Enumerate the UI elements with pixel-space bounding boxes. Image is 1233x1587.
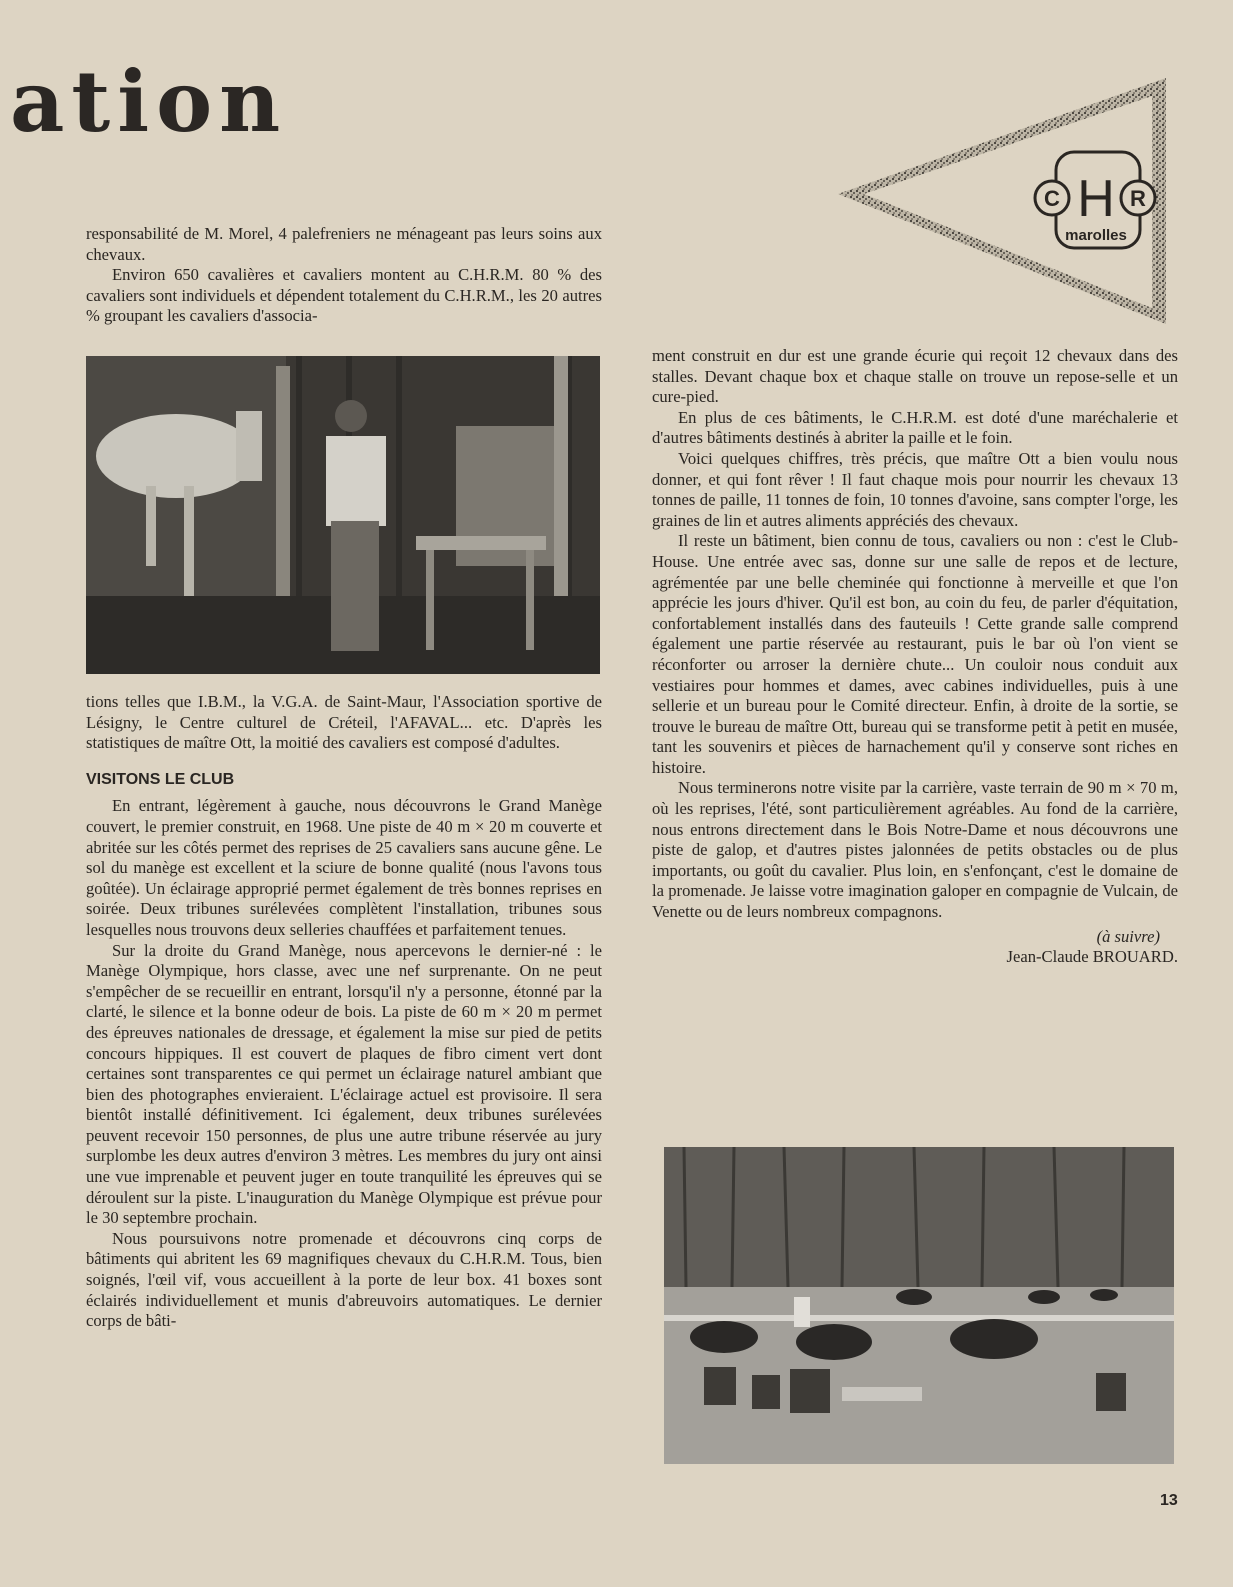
- paragraph: Voici quelques chiffres, très précis, que maître Ott a bien voulu nous donner, et qui font rêver ! Il faut chaque mois pour nourrir les chevaux 13 tonnes de paille, 11 tonnes de foin, 10 tonnes d'avoine, sans compter l'orge, les graines de lin et autres aliments appréciés des chevaux.: [652, 448, 1178, 530]
- paragraph: En plus de ces bâtiments, le C.H.R.M. est doté d'une maréchalerie et d'autres bâtiments destinés à abriter la paille et le foin.: [652, 407, 1178, 448]
- chrm-pennant-logo: [838, 76, 1178, 328]
- logo-letter-r: R: [1130, 186, 1146, 211]
- paragraph: tions telles que I.B.M., la V.G.A. de Saint-Maur, l'Association sportive de Lésigny, le Centre culturel de Créteil, l'AFAVAL... etc. D'après les statistiques de maître Ott, la moitié des cavaliers est composé d'adultes.: [86, 692, 602, 753]
- author-name: Jean-Claude BROUARD.: [1006, 947, 1178, 967]
- paragraph: Environ 650 cavalières et cavaliers montent au C.H.R.M. 80 % des cavaliers sont individuels et dépendent totalement du C.H.R.M., les 20 autres % groupant les cavaliers d'associa-: [86, 265, 602, 326]
- blacksmith-horse-photo: [86, 356, 600, 674]
- to-be-continued: (à suivre): [1096, 926, 1160, 946]
- riders-arena-photo: [664, 1147, 1174, 1464]
- logo-letter-c: C: [1044, 186, 1060, 211]
- headline-fragment: ation: [10, 52, 288, 151]
- paragraph: Sur la droite du Grand Manège, nous apercevons le dernier-né : le Manège Olympique, hors classe, avec une nef surprenante. On ne peut s'empêcher de se recueillir en entrant, lorsqu'il n'y a personne, étonné par la clarté, le silence et la bonne odeur de bois. La piste de 60 m × 20 m permet des épreuves nationales de dressage, et également la mise sur pied de petits concours hippiques. Il est couvert de plaques de fibro ciment vert dont certaines sont transparentes ce qui permet un éclairage naturel ambiant que bien des photographes envieraient. L'éclairage actuel est provisoire. Il sera bientôt installé définitivement. Ici également, deux tribunes surélevées peuvent recevoir 150 personnes, de plus une autre tribune réservée au jury surplombe les deux autres d'environ 3 mètres. Les membres du jury ont ainsi une vue imprenable et peuvent juger en toute tranquilité les épreuves qui se déroulent sur la piste. L'inauguration du Manège Olympique est prévue pour le 30 septembre prochain.: [86, 940, 602, 1228]
- left-column-bottom: [86, 692, 602, 1332]
- paragraph: ment construit en dur est une grande écurie qui reçoit 12 chevaux dans des stalles. Devant chaque box et chaque stalle on trouve un repose-selle et un cure-pied.: [652, 346, 1178, 407]
- paragraph: responsabilité de M. Morel, 4 palefreniers ne ménageant pas leurs soins aux chevaux.: [86, 224, 602, 264]
- page-number: 13: [1160, 1492, 1178, 1509]
- logo-letter-h: H: [1077, 170, 1115, 228]
- paragraph: Il reste un bâtiment, bien connu de tous, cavaliers ou non : c'est le Club-House. Une entrée avec sas, donne sur une salle de repos et de lecture, agrémentée par une belle cheminée qui fonctionne à merveille et que l'on apprécie les jours d'hiver. Qu'il est bon, au coin du feu, de parler d'équitation, confortablement installés dans des fauteuils ! Cette grande salle comprend également une partie réservée au restaurant, puis le bar où l'on vient se réconforter ou arroser la dernière chute... Un couloir nous conduit aux vestiaires pour hommes et dames, avec cabines individuelles, puis à une sellerie et un bureau pour le Comité directeur. Enfin, à droite de la sortie, se trouve le bureau de maître Ott, bureau qui se transforme petit à petit en musée, tant les souvenirs et pièces de harnachement qu'il y conserve sont riches en histoire.: [652, 531, 1178, 777]
- logo-place-name: marolles: [1065, 227, 1127, 244]
- article-signoff: [652, 927, 1178, 968]
- paragraph: Nous poursuivons notre promenade et découvrons cinq corps de bâtiments qui abritent les 69 magnifiques chevaux du C.H.R.M. Tous, bien soignés, l'œil vif, vous accueillent à la porte de leur box. 41 boxes sont éclairés individuellement et munis d'abreuvoirs automatiques. Le dernier corps de bâti-: [86, 1228, 602, 1331]
- left-column-top: [86, 224, 602, 327]
- paragraph: Nous terminerons notre visite par la carrière, vaste terrain de 90 m × 70 m, où les reprises, l'été, sont particulièrement agréables. Au fond de la carrière, nous entrons directement dans le Bois Notre-Dame et nous découvrons une piste de galop, et d'autres pistes jalonnées de petits obstacles ou de plus importants, ou goût du cavalier. Plus loin, en s'enfonçant, c'est le domaine de la promenade. Je laisse votre imagination galoper en compagnie de Vulcain, de Venette ou de leurs nombreux compagnons.: [652, 778, 1178, 922]
- section-title: VISITONS LE CLUB: [86, 770, 235, 788]
- paragraph: En entrant, légèrement à gauche, nous découvrons le Grand Manège couvert, le premier construit, en 1968. Une piste de 40 m × 20 m couverte et abritée sur les côtés permet des reprises de 25 cavaliers sans aucune gêne. Le sol du manège est excellent et la sciure de bonne qualité (nous l'avons tous goûtée). Un éclairage approprié permet également de très bonnes reprises en soirée. Deux tribunes surélevées complètent l'installation, tribunes sous lesquelles nous trouvons deux selleries chauffées et parfaitement tenues.: [86, 796, 602, 939]
- right-column: [652, 346, 1178, 968]
